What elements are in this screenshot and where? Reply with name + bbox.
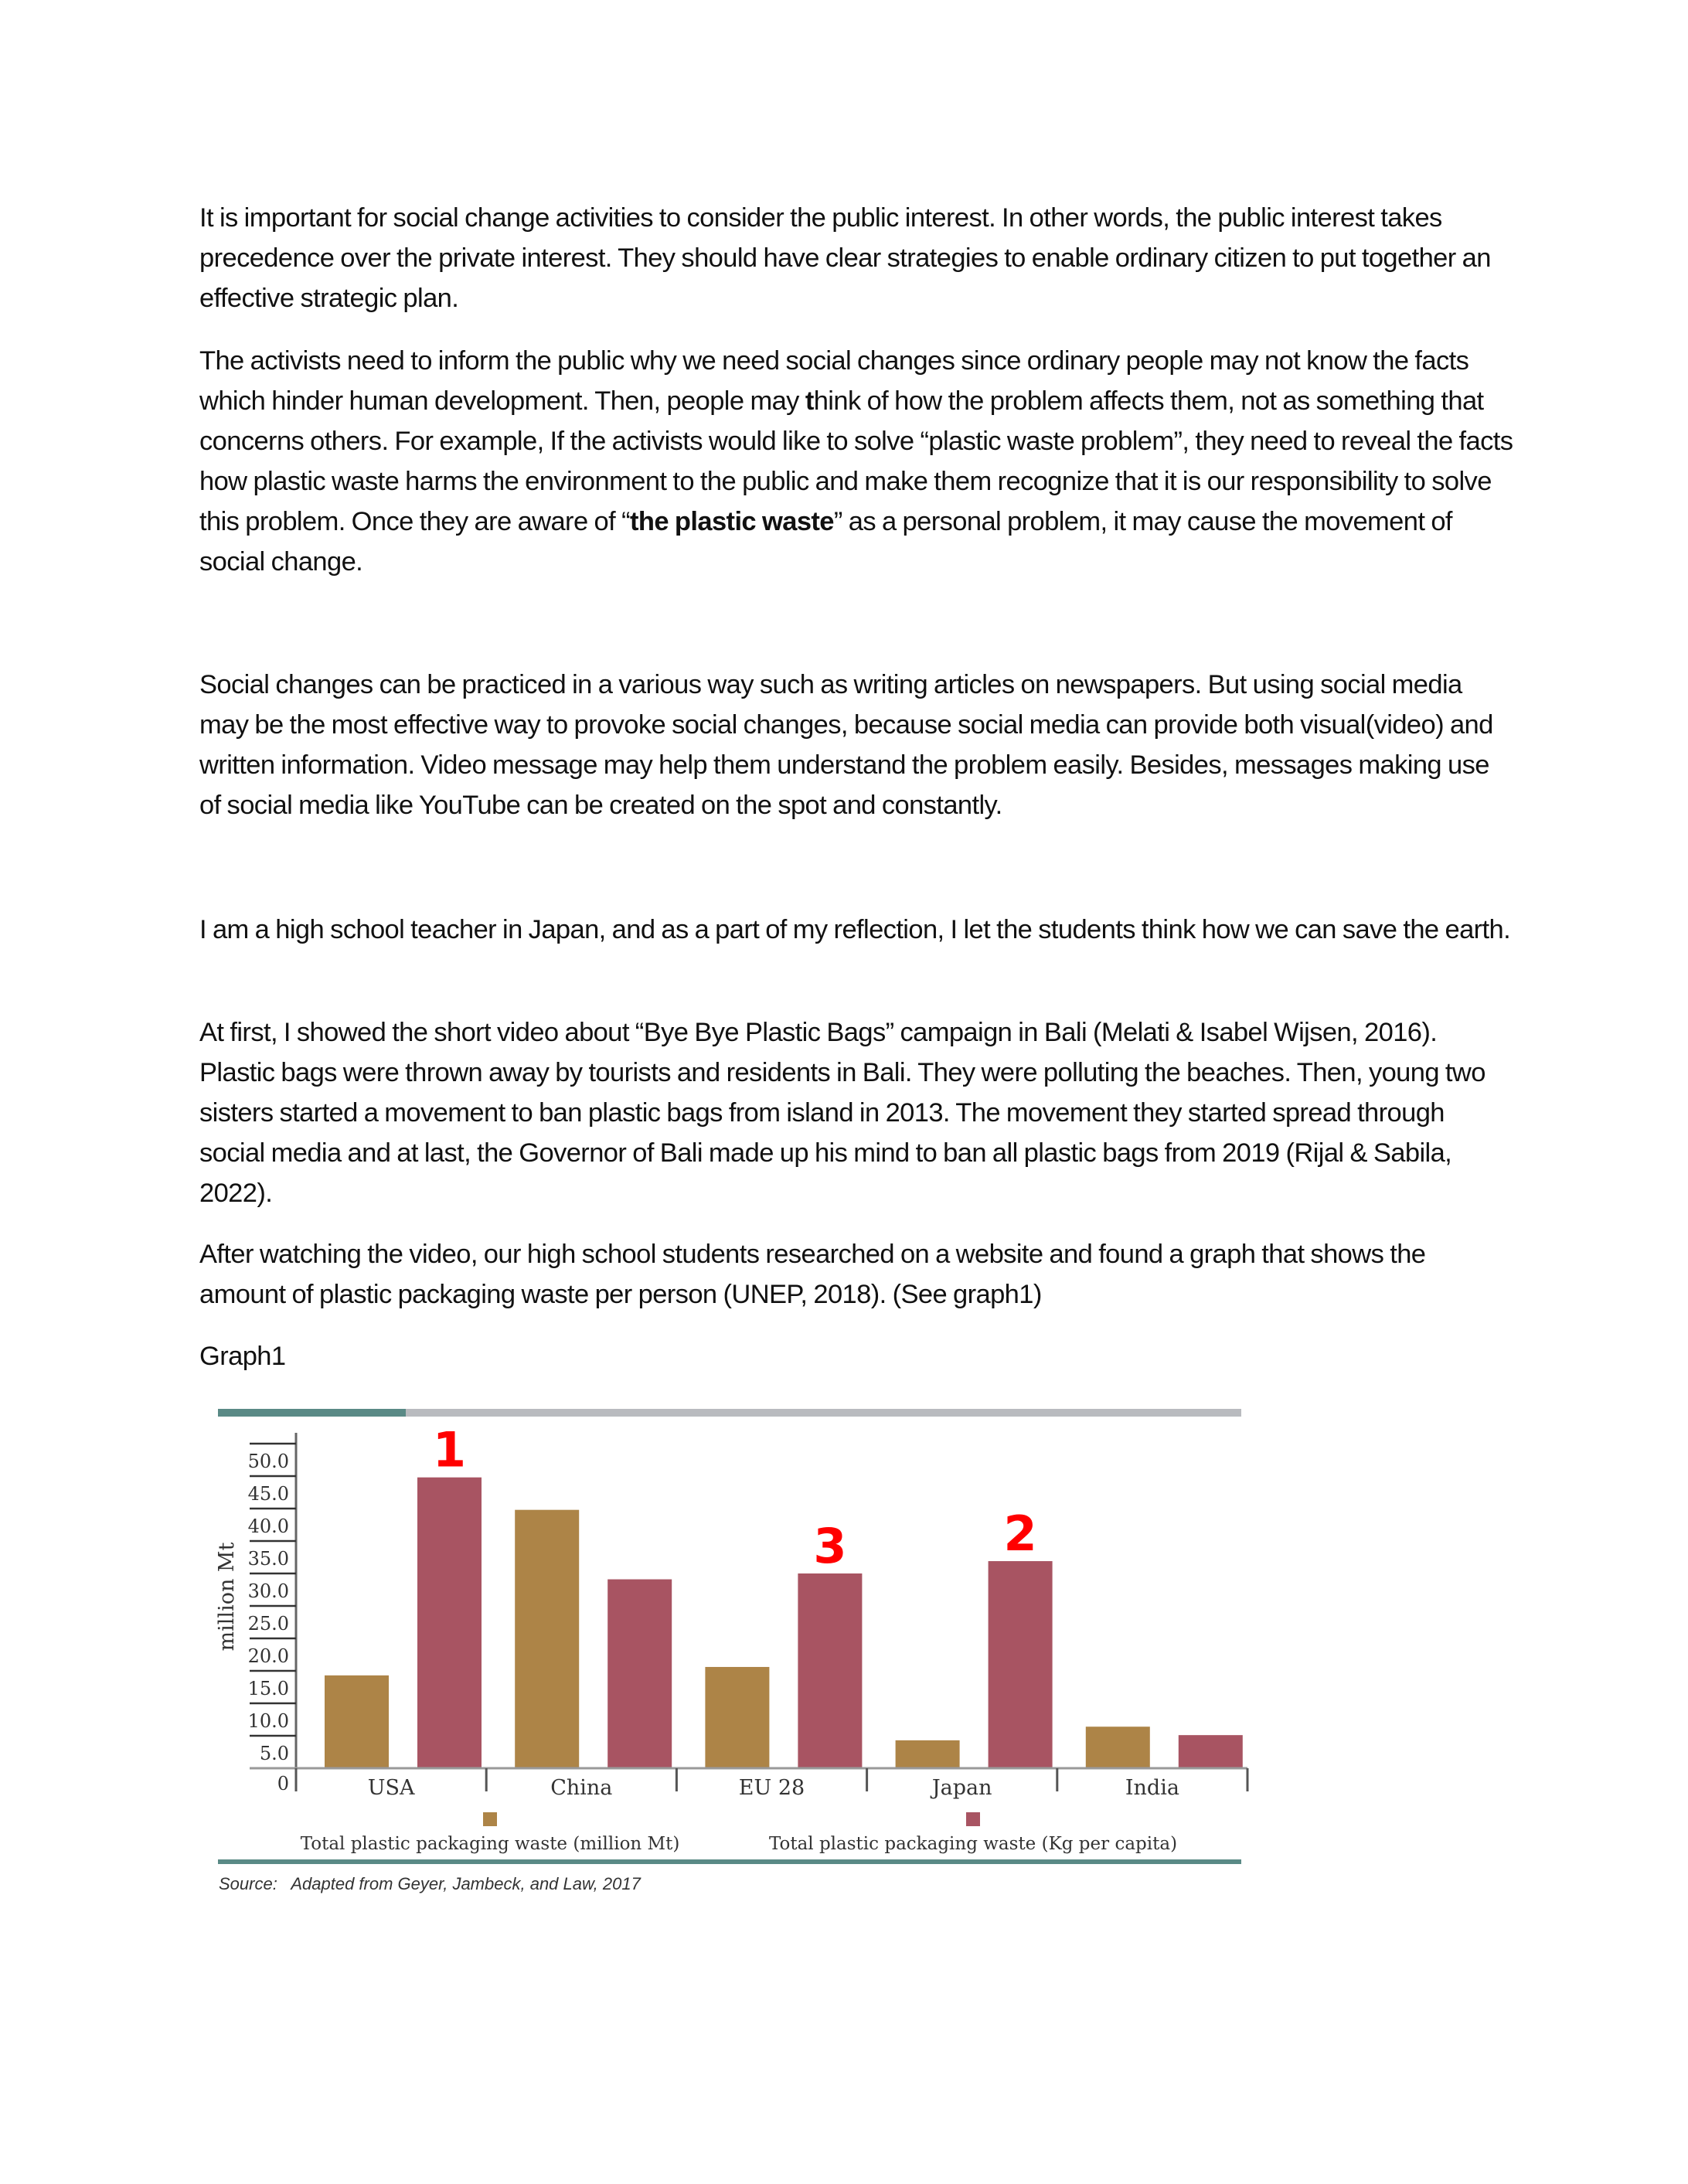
- x-axis: [250, 1768, 1247, 1800]
- y-tick-label: 30.0: [247, 1580, 289, 1602]
- text-run: After watching the video, our high school students researched on a website and found a graph that shows the amount of plastic packaging waste per person (UNEP, 2018). (See graph1): [199, 1240, 1426, 1309]
- annotation-rank-3: 3: [813, 1518, 847, 1574]
- bar-india-series-1: [1086, 1726, 1150, 1768]
- legend-swatch-million-mt: [483, 1812, 497, 1826]
- x-tick-label: India: [1125, 1776, 1179, 1800]
- bar-china-series-2: [607, 1580, 672, 1768]
- text-run: Graph1: [199, 1342, 286, 1371]
- annotation-rank-1: 1: [432, 1421, 467, 1478]
- text-run: Social changes can be practiced in a various way such as writing articles on newspapers. But using social media may be the most effective way to provoke social changes, because social media can provide both visual(video) and written information. Video message may help them understand the problem easily. Besides, messages making use of social media like YouTube can be created on the spot and constantly.: [199, 670, 1493, 820]
- bar-japan-series-1: [896, 1740, 960, 1768]
- y-tick-label: 45.0: [247, 1483, 289, 1505]
- bar-eu-28-series-2: [798, 1573, 862, 1768]
- bar-eu-28-series-1: [705, 1667, 769, 1768]
- bar-japan-series-2: [989, 1561, 1053, 1768]
- legend-label-kg-per-capita: Total plastic packaging waste (Kg per capita): [768, 1834, 1178, 1854]
- y-tick-label: 40.0: [247, 1516, 289, 1537]
- y-tick-label: 15.0: [247, 1678, 289, 1699]
- legend-swatch-kg-per-capita: [966, 1812, 980, 1826]
- bars: [325, 1478, 1243, 1768]
- y-tick-label: 5.0: [259, 1743, 289, 1764]
- bar-usa-series-2: [417, 1478, 482, 1768]
- legend: [301, 1812, 1177, 1854]
- x-tick-label: China: [550, 1776, 613, 1800]
- y-tick-label: 0: [277, 1773, 289, 1794]
- x-tick-label: USA: [367, 1776, 415, 1800]
- footer-rule: [218, 1859, 1241, 1864]
- y-tick-label: 35.0: [247, 1548, 289, 1570]
- text-run: The activists need to inform the public why we need social changes since ordinary people may not know the facts which hinder human development. Then, people may: [199, 346, 1469, 416]
- text-run: hink of how the problem affects them, not as something that concerns others. For example, If the activists would like to solve “plastic waste problem”, they need to reveal the facts how plastic waste harms the environment to the public and make them recognize that it is our responsibility to solve this problem. Once they are aware of “: [199, 386, 1513, 536]
- bar-china-series-1: [515, 1510, 579, 1768]
- y-tick-label: 25.0: [247, 1613, 289, 1635]
- x-tick-label: EU 28: [738, 1776, 805, 1800]
- y-axis: [248, 1433, 296, 1794]
- y-tick-label: 10.0: [247, 1710, 289, 1732]
- text-run: It is important for social change activities to consider the public interest. In other words, the public interest takes precedence over the private interest. They should have clear strategies to enable ordinary citizen to put together an effective strategic plan.: [199, 203, 1491, 313]
- y-axis-title: million Mt: [215, 1542, 239, 1652]
- x-tick-label: Japan: [931, 1776, 992, 1800]
- y-tick-label: 20.0: [247, 1645, 289, 1667]
- y-tick-label: 50.0: [247, 1451, 289, 1472]
- text-run: I am a high school teacher in Japan, and as a part of my reflection, I let the students think how we can save the earth.: [199, 915, 1511, 944]
- bar-usa-series-1: [325, 1675, 389, 1768]
- legend-label-million-mt: Total plastic packaging waste (million Mt): [300, 1834, 680, 1854]
- bar-india-series-2: [1179, 1735, 1243, 1768]
- annotation-rank-2: 2: [1003, 1505, 1037, 1563]
- bold-text-run: t: [805, 386, 814, 416]
- source-note: Source: Adapted from Geyer, Jambeck, and Law, 2017: [219, 1874, 641, 1893]
- text-run: At first, I showed the short video about “Bye Bye Plastic Bags” campaign in Bali (Melati & Isabel Wijsen, 2016). Plastic bags were thrown away by tourists and residents in Bali. They were polluting the beaches. Then, young two sisters started a movement to ban plastic bags from island in 2013. The movement they started spread through social media and at last, the Governor of Bali made up his mind to ban all plastic bags from 2019 (Rijal & Sabila, 2022).: [199, 1018, 1486, 1208]
- text-run: ” as a personal problem, it may cause the movement of social change.: [199, 507, 1452, 577]
- header-accent-bar: [218, 1409, 406, 1417]
- bold-text-run: the plastic waste: [629, 507, 834, 536]
